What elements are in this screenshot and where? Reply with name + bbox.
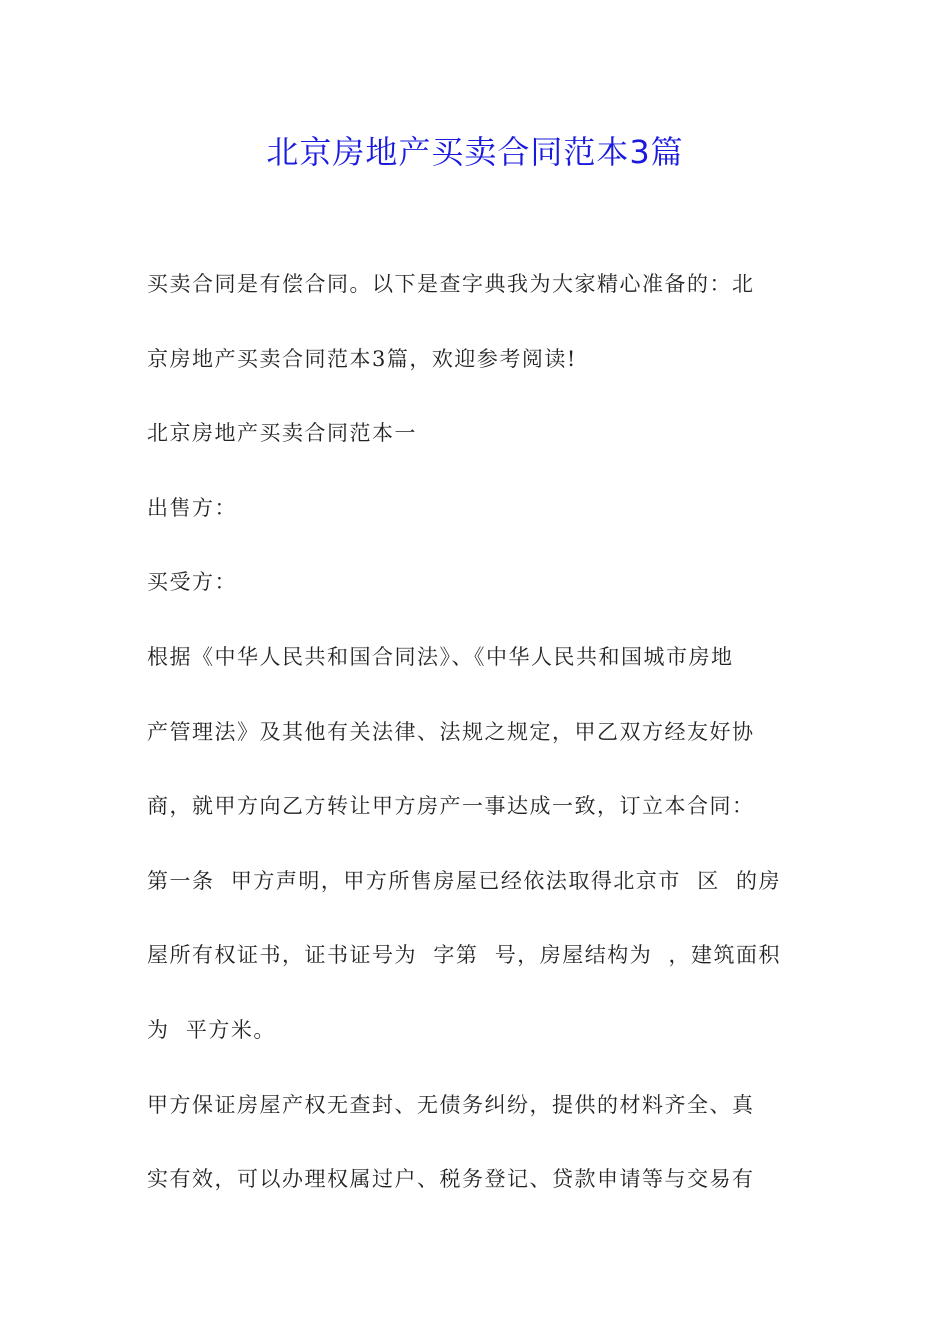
body-line: 产管理法》及其他有关法律、法规之规定，甲乙双方经友好协 [147,719,755,744]
body-line: 实有效，可以办理权属过户、税务登记、贷款申请等与交易有 [147,1167,755,1192]
seller-label: 出售方： [147,495,237,520]
article-one-line: 为 平方米。 [147,1017,276,1042]
section-heading: 北京房地产买卖合同范本一 [147,421,417,446]
article-one-line: 第一条 甲方声明，甲方所售房屋已经依法取得北京市 区 的房 [147,868,782,893]
body-line: 京房地产买卖合同范本3篇，欢迎参考阅读! [147,346,577,371]
document-body [147,262,807,1232]
document-title: 北京房地产买卖合同范本3篇 [266,133,684,171]
body-line: 根据《中华人民共和国合同法》、《中华人民共和国城市房地 [147,644,734,669]
buyer-label: 买受方： [147,570,237,595]
body-line: 甲方保证房屋产权无查封、无债务纠纷，提供的材料齐全、真 [147,1092,755,1117]
body-line: 买卖合同是有偿合同。以下是查字典我为大家精心准备的：北 [147,272,755,296]
body-line: 商，就甲方向乙方转让甲方房产一事达成一致，订立本合同： [147,794,755,819]
article-one-line: 屋所有权证书，证书证号为 字第 号，房屋结构为 ，建筑面积 [147,943,782,968]
